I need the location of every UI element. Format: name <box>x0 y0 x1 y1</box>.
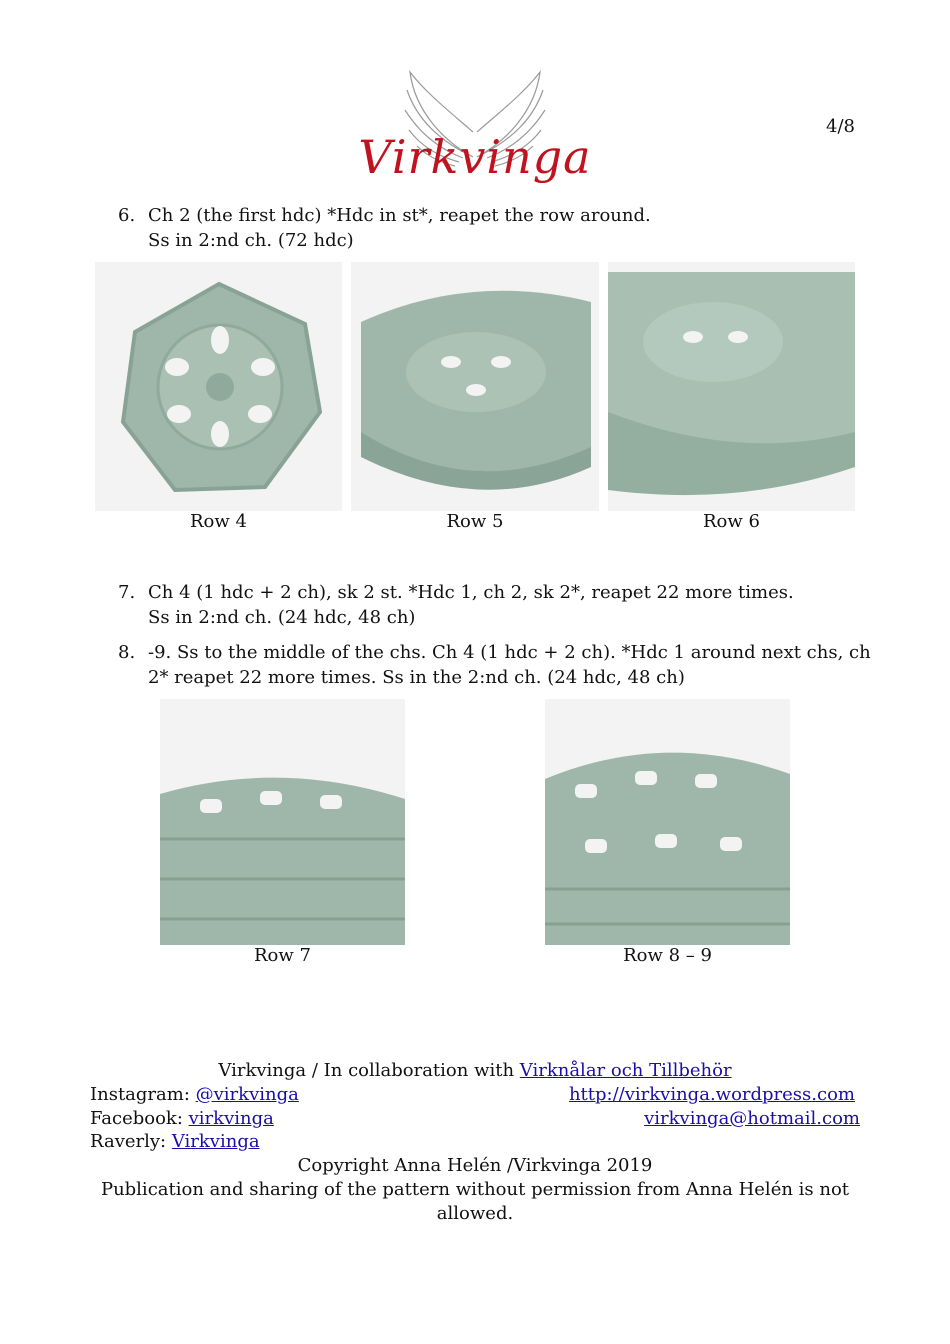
ravelry-label: Raverly: <box>90 1131 172 1152</box>
photo-row-4 <box>95 262 342 511</box>
instagram-line <box>90 1084 299 1105</box>
page-number: 4/8 <box>826 116 855 137</box>
facebook-label: Facebook: <box>90 1108 189 1129</box>
collab-prefix: Virkvinga / In collaboration with <box>218 1060 520 1081</box>
website-link[interactable]: http://virkvinga.wordpress.com <box>568 1084 855 1105</box>
step-6 <box>118 203 878 253</box>
step-7 <box>118 580 878 630</box>
photo-row-6 <box>608 262 855 511</box>
step-line: Ch 2 (the first hdc) *Hdc in st*, reapet the row around. <box>148 205 651 226</box>
step-line: Ss in 2:nd ch. (72 hdc) <box>148 230 354 251</box>
step-number: 6. <box>118 205 136 226</box>
email-link[interactable]: virkvinga@hotmail.com <box>644 1108 860 1129</box>
step-line: Ss in 2:nd ch. (24 hdc, 48 ch) <box>148 607 416 628</box>
step-line: 2* reapet 22 more times. Ss in the 2:nd ch. (24 hdc, 48 ch) <box>148 667 685 688</box>
copyright: Copyright Anna Helén /Virkvinga 2019 <box>297 1155 653 1176</box>
notice-line-1: Publication and sharing of the pattern without permission from Anna Helén is not <box>100 1179 850 1200</box>
step-number: 7. <box>118 582 136 603</box>
facebook-link[interactable]: virkvinga <box>188 1108 274 1129</box>
ravelry-line <box>90 1131 260 1152</box>
photo-row-8-9 <box>545 699 790 945</box>
step-number: 8. <box>118 642 136 663</box>
footer-collab <box>0 1060 950 1081</box>
facebook-line <box>90 1108 274 1129</box>
instagram-link[interactable]: @virkvinga <box>195 1084 299 1105</box>
caption-row-6: Row 6 <box>703 511 760 532</box>
step-line: -9. Ss to the middle of the chs. Ch 4 (1 hdc + 2 ch). *Hdc 1 around next chs, ch <box>148 642 871 663</box>
caption-row-4: Row 4 <box>190 511 247 532</box>
website-line <box>569 1084 855 1105</box>
notice-line-2: allowed. <box>436 1203 514 1224</box>
collab-link[interactable]: Virknålar och Tillbehör <box>519 1060 732 1081</box>
caption-row-5: Row 5 <box>446 511 504 532</box>
caption-row-7: Row 7 <box>254 945 311 966</box>
photo-row-7 <box>160 699 405 945</box>
caption-row-8-9: Row 8 – 9 <box>623 945 712 966</box>
virkvinga-logo <box>355 62 595 202</box>
instagram-label: Instagram: <box>90 1084 196 1105</box>
photo-row-5 <box>351 262 599 511</box>
ravelry-link[interactable]: Virkvinga <box>171 1131 260 1152</box>
email-line <box>644 1108 860 1129</box>
step-8 <box>118 640 878 690</box>
step-line: Ch 4 (1 hdc + 2 ch), sk 2 st. *Hdc 1, ch 2, sk 2*, reapet 22 more times. <box>148 582 794 603</box>
logo-text: Virkvinga <box>358 130 592 184</box>
